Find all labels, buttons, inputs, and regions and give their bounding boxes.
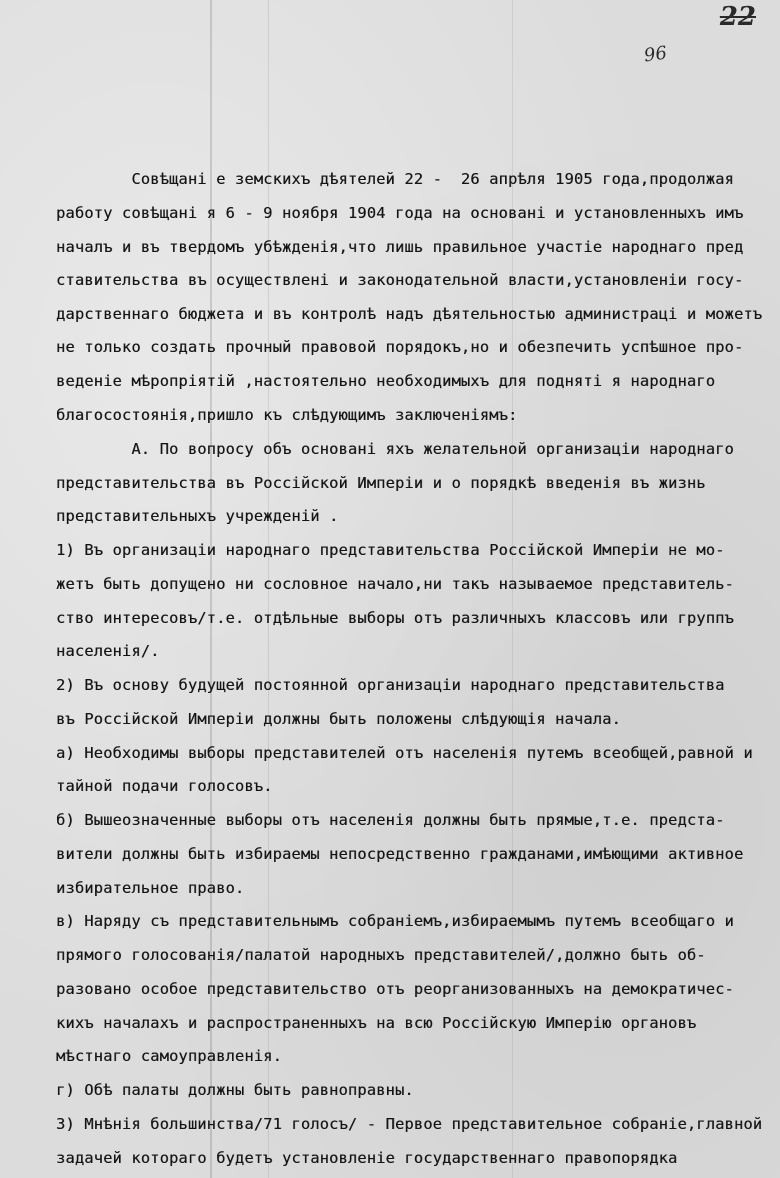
text-line: представительства въ Россійской Имперіи и о порядкѣ введенія въ жизнь — [56, 474, 706, 492]
text-line: тайной подачи голосовъ. — [56, 777, 273, 795]
text-line: ство интересовъ/т.е. отдѣльные выборы отъ различныхъ классовъ или группъ — [56, 609, 734, 627]
text-line: ставительства въ осуществлені и законодательной власти,установленіи госу- — [56, 271, 744, 289]
text-line: населенія/. — [56, 642, 160, 660]
lettered-item: б) Вышеозначенные выборы отъ населенія должны быть прямые,т.е. предста- — [56, 811, 725, 829]
folio-number-typed: 22 — [719, 2, 756, 32]
numbered-item: 3) Мнѣнія большинства/71 голосъ/ - Первое представительное собраніе,главной — [56, 1115, 763, 1133]
folio-number-handwritten: 96 — [642, 42, 669, 67]
text-line: жетъ быть допущено ни сословное начало,ни такъ называемое представитель- — [56, 575, 734, 593]
section-heading: А. По вопросу объ основані яхъ желательной организаціи народнаго — [56, 440, 734, 458]
text-line: кихъ началахъ и распространенныхъ на всю Россійскую Имперію органовъ — [56, 1014, 697, 1032]
text-line: работу совѣщані я 6 - 9 ноября 1904 года на основані и установленныхъ имъ — [56, 204, 744, 222]
text-line: представительныхъ учрежденій . — [56, 507, 339, 525]
text-line: Совѣщані е земскихъ дѣятелей 22 - 26 апрѣля 1905 года,продолжая — [56, 170, 734, 188]
numbered-item: 1) Въ организаціи народнаго представительства Россійской Имперіи не мо- — [56, 541, 725, 559]
numbered-item: 2) Въ основу будущей постоянной организаціи народнаго представительства — [56, 676, 725, 694]
text-line: началъ и въ твердомъ убѣжденія,что лишь правильное участіе народнаго пред — [56, 238, 744, 256]
text-line: задачей котораго будетъ установленіе государственнаго правопорядка — [56, 1149, 678, 1167]
text-line: мѣстнаго самоуправленія. — [56, 1047, 282, 1065]
text-line: вители должны быть избираемы непосредственно гражданами,имѣющими активное — [56, 845, 744, 863]
lettered-item: а) Необходимы выборы представителей отъ населенія путемъ всеобщей,равной и — [56, 744, 753, 762]
text-line: разовано особое представительство отъ реорганизованныхъ на демократичес- — [56, 980, 734, 998]
lettered-item: в) Наряду съ представительнымъ собраніемъ,избираемымъ путемъ всеобщаго и — [56, 912, 734, 930]
lettered-item: г) Обѣ палаты должны быть равноправны. — [56, 1081, 414, 1099]
text-line: не только создать прочный правовой порядокъ,но и обезпечить успѣшное про- — [56, 338, 744, 356]
text-line: избирательное право. — [56, 879, 245, 897]
text-line: благосостоянія,пришло къ слѣдующимъ заключеніямъ: — [56, 406, 518, 424]
text-line: прямого голосованія/палатой народныхъ представителей/,должно быть об- — [56, 946, 706, 964]
text-line: дарственнаго бюджета и въ контролѣ надъ дѣятельностью администраці и можетъ — [56, 305, 763, 323]
text-line: веденіе мѣропріятій ,настоятельно необходимыхъ для подняті я народнаго — [56, 372, 716, 390]
text-line: въ Россійской Имперіи должны быть положены слѣдующія начала. — [56, 710, 621, 728]
